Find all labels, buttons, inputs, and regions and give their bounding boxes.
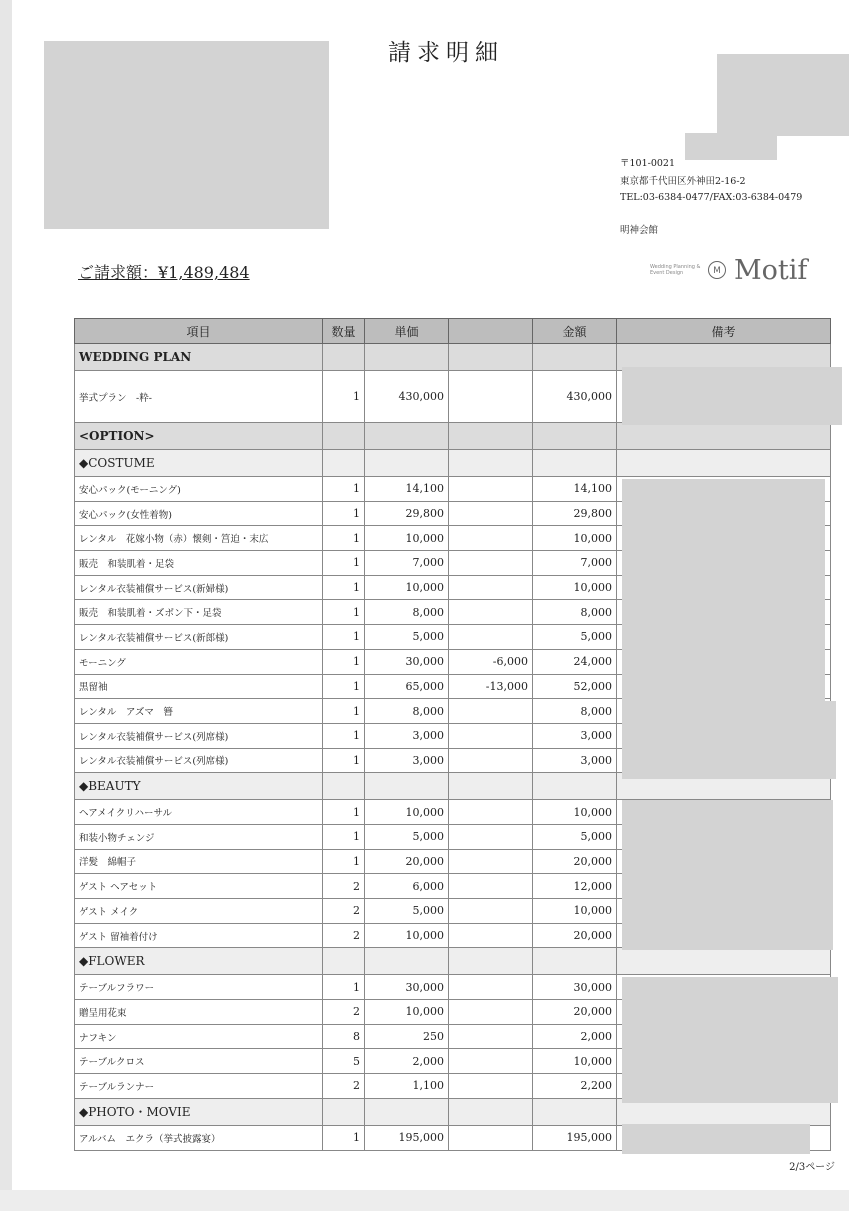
logo-name: Motif xyxy=(734,255,808,286)
redacted-remarks xyxy=(622,800,833,950)
item-name: 挙式プラン -粋- xyxy=(75,371,323,423)
item-name: ナフキン xyxy=(75,1024,323,1049)
item-quantity: 1 xyxy=(323,625,365,650)
empty-cell xyxy=(323,1098,365,1125)
item-discount xyxy=(449,371,533,423)
empty-cell xyxy=(323,450,365,477)
item-amount: 30,000 xyxy=(533,975,617,1000)
company-tel-fax: TEL:03-6384-0477/FAX:03-6384-0479 xyxy=(620,192,803,203)
header-unit-price: 単価 xyxy=(365,319,449,344)
empty-cell xyxy=(533,423,617,450)
item-name: 黒留袖 xyxy=(75,674,323,699)
item-amount: 195,000 xyxy=(533,1125,617,1150)
item-discount xyxy=(449,1125,533,1150)
item-unit-price: 1,100 xyxy=(365,1074,449,1099)
item-name: 洋髪 綿帽子 xyxy=(75,849,323,874)
item-amount: 10,000 xyxy=(533,800,617,825)
item-quantity: 1 xyxy=(323,849,365,874)
section-label: ◆PHOTO・MOVIE xyxy=(75,1098,323,1125)
item-name: テーブルクロス xyxy=(75,1049,323,1074)
redacted-remarks xyxy=(622,701,836,779)
section-label: ◆COSTUME xyxy=(75,450,323,477)
item-name: ゲスト 留袖着付け xyxy=(75,923,323,948)
item-quantity: 1 xyxy=(323,477,365,502)
item-name: アルバム エクラ（挙式披露宴） xyxy=(75,1125,323,1150)
empty-cell xyxy=(365,773,449,800)
item-amount: 5,000 xyxy=(533,625,617,650)
header-item: 項目 xyxy=(75,319,323,344)
item-unit-price: 2,000 xyxy=(365,1049,449,1074)
item-quantity: 1 xyxy=(323,526,365,551)
company-venue: 明神会館 xyxy=(620,225,659,236)
item-discount xyxy=(449,849,533,874)
item-unit-price: 29,800 xyxy=(365,501,449,526)
item-amount: 7,000 xyxy=(533,551,617,576)
item-unit-price: 5,000 xyxy=(365,899,449,924)
table-header-row xyxy=(75,319,831,344)
item-name: 販売 和装肌着・ズボン下・足袋 xyxy=(75,600,323,625)
item-amount: 3,000 xyxy=(533,748,617,773)
empty-cell xyxy=(323,423,365,450)
item-name: モーニング xyxy=(75,649,323,674)
item-name: 贈呈用花束 xyxy=(75,1000,323,1025)
section-label: ◆BEAUTY xyxy=(75,773,323,800)
logo-mark-icon: M xyxy=(708,261,726,279)
item-discount xyxy=(449,1074,533,1099)
redacted-remarks xyxy=(622,479,825,701)
item-unit-price: 5,000 xyxy=(365,824,449,849)
empty-cell xyxy=(449,450,533,477)
company-postal: 〒101-0021 xyxy=(620,158,676,169)
item-unit-price: 430,000 xyxy=(365,371,449,423)
item-discount xyxy=(449,874,533,899)
redacted-remarks xyxy=(622,977,838,1103)
item-amount: 20,000 xyxy=(533,1000,617,1025)
header-discount xyxy=(449,319,533,344)
item-amount: 20,000 xyxy=(533,923,617,948)
item-quantity: 1 xyxy=(323,699,365,724)
item-unit-price: 8,000 xyxy=(365,699,449,724)
empty-cell xyxy=(449,423,533,450)
empty-cell xyxy=(449,773,533,800)
header-quantity: 数量 xyxy=(323,319,365,344)
section-label: <OPTION> xyxy=(75,423,323,450)
item-name: 安心パック(モーニング) xyxy=(75,477,323,502)
item-discount xyxy=(449,1049,533,1074)
section-label: ◆FLOWER xyxy=(75,948,323,975)
company-address: 東京都千代田区外神田2-16-2 xyxy=(620,176,746,187)
item-discount xyxy=(449,526,533,551)
item-name: 安心パック(女性着物) xyxy=(75,501,323,526)
item-quantity: 2 xyxy=(323,874,365,899)
item-discount xyxy=(449,600,533,625)
item-quantity: 1 xyxy=(323,501,365,526)
item-unit-price: 7,000 xyxy=(365,551,449,576)
empty-cell xyxy=(365,450,449,477)
redacted-stamp-block xyxy=(717,54,849,136)
empty-cell xyxy=(365,1098,449,1125)
empty-cell xyxy=(449,948,533,975)
item-amount: 2,200 xyxy=(533,1074,617,1099)
item-discount xyxy=(449,1024,533,1049)
item-unit-price: 14,100 xyxy=(365,477,449,502)
item-name: テーブルフラワー xyxy=(75,975,323,1000)
category-row xyxy=(75,450,831,477)
item-unit-price: 30,000 xyxy=(365,975,449,1000)
item-unit-price: 3,000 xyxy=(365,748,449,773)
item-discount xyxy=(449,1000,533,1025)
item-unit-price: 10,000 xyxy=(365,1000,449,1025)
item-amount: 10,000 xyxy=(533,526,617,551)
item-discount: -13,000 xyxy=(449,674,533,699)
section-row xyxy=(75,423,831,450)
page-number: 2/3ページ xyxy=(789,1162,835,1173)
item-discount xyxy=(449,625,533,650)
empty-cell xyxy=(449,1098,533,1125)
item-name: 和装小物チェンジ xyxy=(75,824,323,849)
item-quantity: 1 xyxy=(323,800,365,825)
item-name: ヘアメイクリハーサル xyxy=(75,800,323,825)
item-unit-price: 65,000 xyxy=(365,674,449,699)
item-unit-price: 5,000 xyxy=(365,625,449,650)
item-amount: 2,000 xyxy=(533,1024,617,1049)
item-unit-price: 10,000 xyxy=(365,526,449,551)
empty-cell xyxy=(323,773,365,800)
item-amount: 10,000 xyxy=(533,575,617,600)
item-discount xyxy=(449,723,533,748)
item-amount: 10,000 xyxy=(533,899,617,924)
item-name: レンタル衣装補償サービス(新婦様) xyxy=(75,575,323,600)
item-quantity: 5 xyxy=(323,1049,365,1074)
logo-tagline: Wedding Planning & Event Design xyxy=(650,264,701,276)
item-unit-price: 3,000 xyxy=(365,723,449,748)
item-quantity: 2 xyxy=(323,1074,365,1099)
item-name: テーブルランナー xyxy=(75,1074,323,1099)
item-quantity: 1 xyxy=(323,748,365,773)
empty-cell xyxy=(533,344,617,371)
item-name: ゲスト メイク xyxy=(75,899,323,924)
item-discount xyxy=(449,975,533,1000)
item-discount xyxy=(449,800,533,825)
item-unit-price: 10,000 xyxy=(365,923,449,948)
item-quantity: 1 xyxy=(323,975,365,1000)
item-quantity: 1 xyxy=(323,674,365,699)
item-name: レンタル 花嫁小物（赤）懐剣・筥迫・末広 xyxy=(75,526,323,551)
empty-cell xyxy=(533,948,617,975)
redacted-remarks xyxy=(622,367,842,425)
item-discount xyxy=(449,748,533,773)
item-unit-price: 195,000 xyxy=(365,1125,449,1150)
item-quantity: 8 xyxy=(323,1024,365,1049)
item-amount: 3,000 xyxy=(533,723,617,748)
header-amount: 金額 xyxy=(533,319,617,344)
item-unit-price: 250 xyxy=(365,1024,449,1049)
item-discount xyxy=(449,923,533,948)
item-discount xyxy=(449,551,533,576)
item-name: レンタル衣装補償サービス(新郎様) xyxy=(75,625,323,650)
photo-frame-left xyxy=(0,0,12,1211)
empty-cell xyxy=(365,948,449,975)
section-label: WEDDING PLAN xyxy=(75,344,323,371)
item-quantity: 1 xyxy=(323,575,365,600)
item-name: ゲスト ヘアセット xyxy=(75,874,323,899)
item-quantity: 1 xyxy=(323,1125,365,1150)
item-amount: 24,000 xyxy=(533,649,617,674)
empty-cell xyxy=(323,948,365,975)
item-name: レンタル衣装補償サービス(列席様) xyxy=(75,723,323,748)
item-amount: 52,000 xyxy=(533,674,617,699)
item-amount: 29,800 xyxy=(533,501,617,526)
empty-cell xyxy=(533,773,617,800)
item-unit-price: 6,000 xyxy=(365,874,449,899)
item-unit-price: 10,000 xyxy=(365,575,449,600)
item-name: 販売 和装肌着・足袋 xyxy=(75,551,323,576)
total-amount: ご請求額：¥1,489,484 xyxy=(78,263,250,282)
item-quantity: 1 xyxy=(323,600,365,625)
item-quantity: 1 xyxy=(323,551,365,576)
item-discount xyxy=(449,824,533,849)
item-amount: 8,000 xyxy=(533,600,617,625)
item-quantity: 2 xyxy=(323,923,365,948)
item-discount xyxy=(449,477,533,502)
item-discount xyxy=(449,501,533,526)
empty-cell xyxy=(365,344,449,371)
empty-cell xyxy=(323,344,365,371)
item-unit-price: 20,000 xyxy=(365,849,449,874)
header-remarks: 備考 xyxy=(617,319,831,344)
item-quantity: 2 xyxy=(323,1000,365,1025)
empty-cell xyxy=(449,344,533,371)
item-discount: -6,000 xyxy=(449,649,533,674)
item-unit-price: 8,000 xyxy=(365,600,449,625)
item-discount xyxy=(449,575,533,600)
photo-frame-bottom xyxy=(0,1190,849,1211)
item-quantity: 1 xyxy=(323,723,365,748)
item-quantity: 2 xyxy=(323,899,365,924)
empty-cell xyxy=(533,1098,617,1125)
empty-cell xyxy=(365,423,449,450)
item-amount: 8,000 xyxy=(533,699,617,724)
item-amount: 5,000 xyxy=(533,824,617,849)
redacted-recipient-block xyxy=(44,41,329,229)
empty-cell xyxy=(533,450,617,477)
item-unit-price: 30,000 xyxy=(365,649,449,674)
item-name: レンタル衣装補償サービス(列席様) xyxy=(75,748,323,773)
item-discount xyxy=(449,899,533,924)
item-quantity: 1 xyxy=(323,824,365,849)
empty-cell xyxy=(617,948,831,975)
empty-cell xyxy=(617,423,831,450)
item-name: レンタル アズマ 簪 xyxy=(75,699,323,724)
item-unit-price: 10,000 xyxy=(365,800,449,825)
item-amount: 12,000 xyxy=(533,874,617,899)
item-amount: 14,100 xyxy=(533,477,617,502)
item-amount: 430,000 xyxy=(533,371,617,423)
motif-logo xyxy=(650,255,825,287)
empty-cell xyxy=(617,450,831,477)
item-quantity: 1 xyxy=(323,649,365,674)
redacted-remarks xyxy=(622,1124,810,1154)
item-quantity: 1 xyxy=(323,371,365,423)
item-amount: 10,000 xyxy=(533,1049,617,1074)
item-amount: 20,000 xyxy=(533,849,617,874)
item-discount xyxy=(449,699,533,724)
category-row xyxy=(75,948,831,975)
document-title: 請求明細 xyxy=(388,40,504,66)
redacted-company-name xyxy=(685,133,777,160)
